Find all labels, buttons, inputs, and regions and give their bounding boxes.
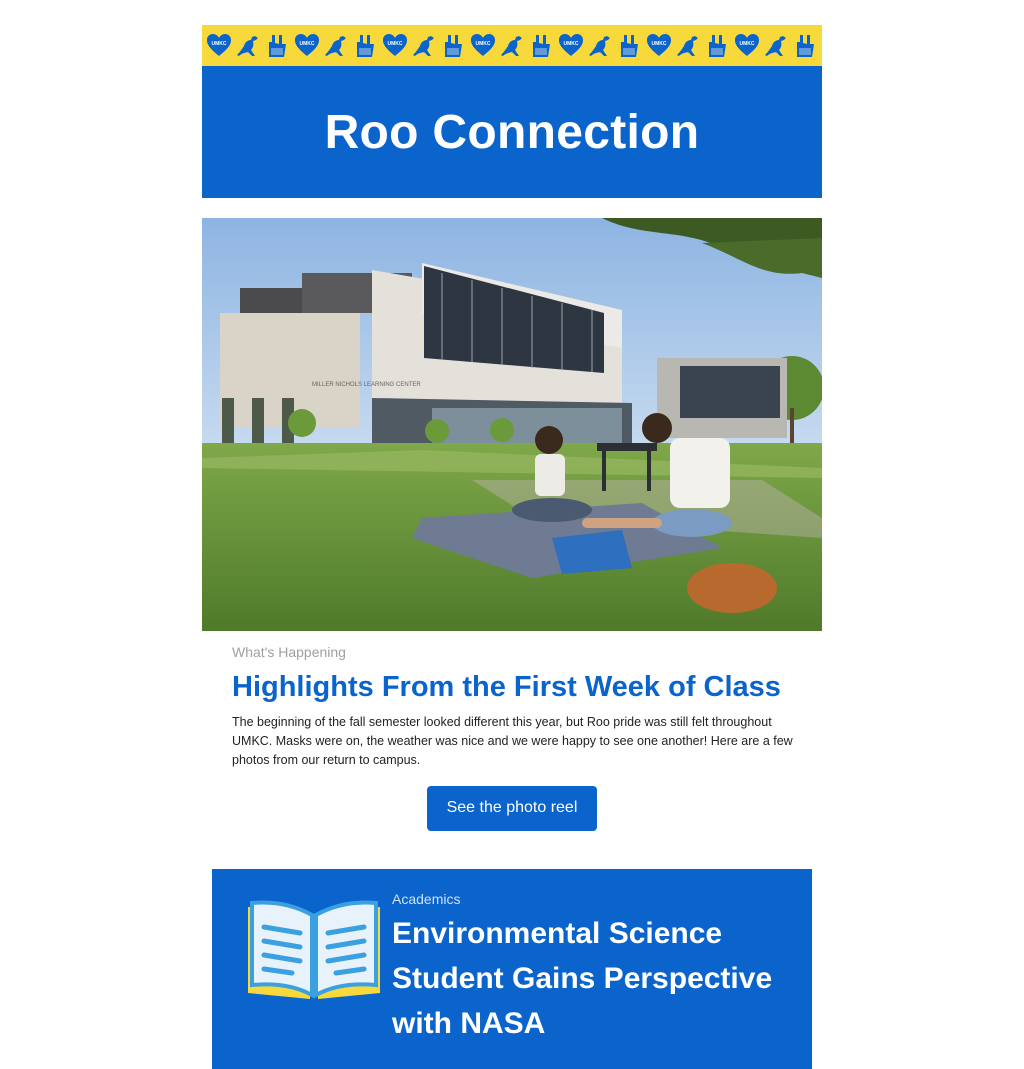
feature-headline[interactable]: Environmental Science Student Gains Perspective with NASA bbox=[392, 917, 773, 1040]
campus-lawn-photo bbox=[202, 218, 822, 631]
svg-text:UMKC: UMKC bbox=[651, 40, 667, 47]
kangaroo-icon bbox=[499, 32, 525, 60]
see-photo-reel-button[interactable]: See the photo reel bbox=[427, 786, 597, 831]
open-book-icon bbox=[244, 899, 384, 1004]
kangaroo-icon bbox=[235, 32, 261, 60]
feature-card-academics[interactable] bbox=[212, 869, 812, 1069]
heart-umkc-icon bbox=[734, 32, 760, 60]
newsletter-title: Roo Connection bbox=[324, 105, 700, 159]
svg-text:UMKC: UMKC bbox=[563, 40, 579, 47]
feature-text bbox=[392, 891, 792, 1046]
foam-finger-icon bbox=[352, 32, 378, 60]
kangaroo-icon bbox=[763, 32, 789, 60]
heart-umkc-icon bbox=[382, 32, 408, 60]
svg-text:UMKC: UMKC bbox=[211, 40, 227, 47]
heart-umkc-icon bbox=[470, 32, 496, 60]
foam-finger-icon bbox=[440, 32, 466, 60]
kangaroo-icon bbox=[587, 32, 613, 60]
masthead bbox=[202, 66, 822, 198]
heart-umkc-icon bbox=[294, 32, 320, 60]
svg-text:UMKC: UMKC bbox=[387, 40, 403, 47]
svg-text:UMKC: UMKC bbox=[739, 40, 755, 47]
hero-photo[interactable] bbox=[202, 218, 822, 631]
foam-finger-icon bbox=[264, 32, 290, 60]
article-category: What's Happening bbox=[232, 644, 346, 660]
feature-category: Academics bbox=[392, 891, 461, 907]
cta-container bbox=[232, 786, 792, 831]
kangaroo-icon bbox=[411, 32, 437, 60]
article-body: The beginning of the fall semester looked different this year, but Roo pride was still felt throughout UMKC. Masks were on, the weather was nice and we were happy to see one another! Here are a few photos from our return to campus. bbox=[232, 714, 793, 767]
heart-umkc-icon bbox=[646, 32, 672, 60]
foam-finger-icon bbox=[792, 32, 818, 60]
kangaroo-icon bbox=[323, 32, 349, 60]
svg-text:UMKC: UMKC bbox=[299, 40, 315, 47]
kangaroo-icon bbox=[675, 32, 701, 60]
pattern-banner bbox=[202, 25, 822, 66]
building-sign: MILLER NICHOLS LEARNING CENTER bbox=[312, 382, 421, 388]
heart-umkc-icon bbox=[206, 32, 232, 60]
heart-umkc-icon bbox=[558, 32, 584, 60]
foam-finger-icon bbox=[704, 32, 730, 60]
foam-finger-icon bbox=[528, 32, 554, 60]
newsletter bbox=[202, 25, 822, 831]
foam-finger-icon bbox=[616, 32, 642, 60]
svg-text:UMKC: UMKC bbox=[475, 40, 491, 47]
article-highlights bbox=[202, 644, 822, 831]
article-headline[interactable]: Highlights From the First Week of Class bbox=[232, 671, 781, 703]
